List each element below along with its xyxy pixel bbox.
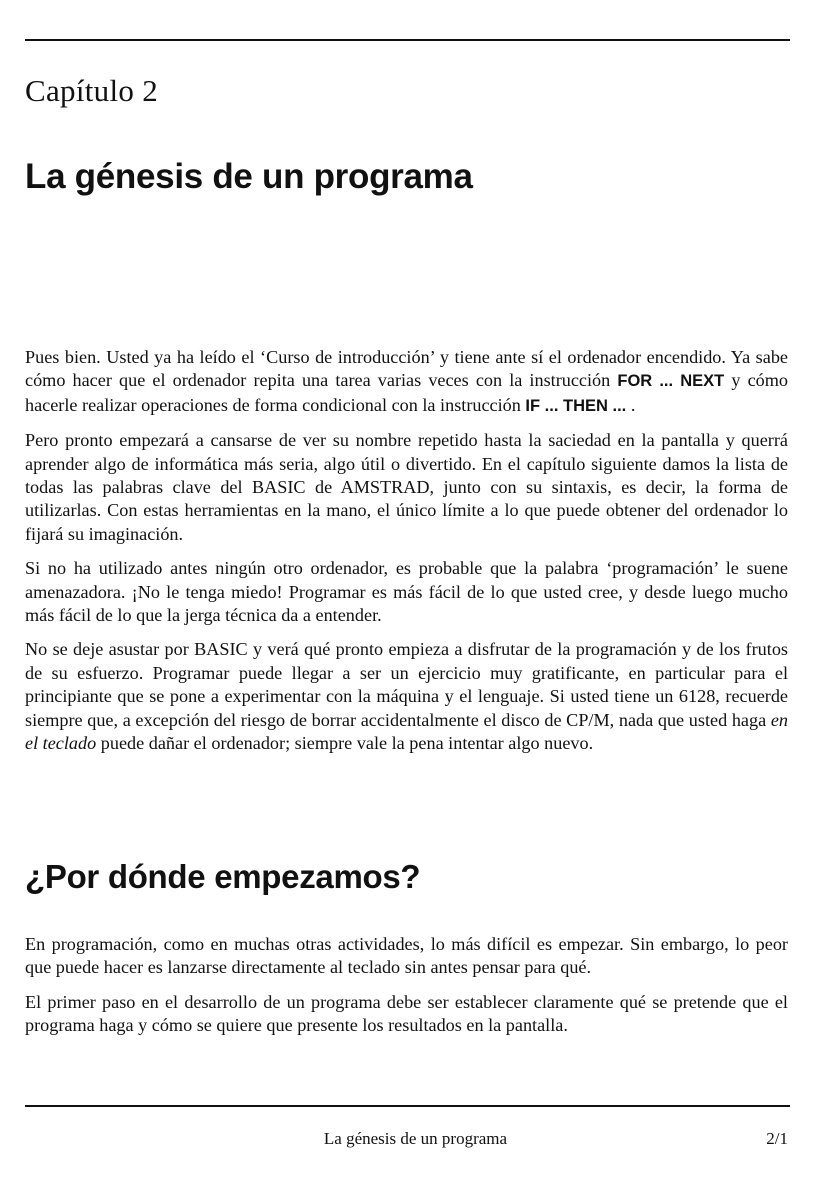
intro-text (25, 346, 788, 767)
keyword-for-next: FOR ... NEXT (617, 372, 725, 391)
intro-p1-text-b: y cómo hacerle realizar operaciones de forma condicional con la instrucción (25, 370, 788, 415)
intro-p4-text-b: puede dañar el ordenador; siempre vale la pena intentar algo nuevo. (96, 733, 594, 754)
intro-paragraph-1 (25, 346, 788, 418)
footer-page-number: 2/1 (766, 1129, 788, 1148)
intro-p1-text-c: . (626, 394, 636, 415)
section-paragraph-2: El primer paso en el desarrollo de un programa debe ser establecer claramente qué se pretende que el programa haga y cómo se quiere que presente los resultados en la pantalla. (25, 991, 788, 1036)
intro-paragraph-2: Pero pronto empezará a cansarse de ver su nombre repetido hasta la saciedad en la pantalla y querrá aprender algo de informática más seria, algo útil o divertido. En el capítulo siguiente damos la lista de todas las palabras clave del BASIC de AMSTRAD, junto con su sintaxis, es decir, la forma de utilizarlas. Con estas herramientas en la mano, el único límite a lo que puede obtener del ordenador lo fijará su imaginación. (25, 430, 788, 544)
section-text (25, 933, 788, 1049)
intro-paragraph-3: Si no ha utilizado antes ningún otro ordenador, es probable que la palabra ‘programación’ le suene amenazadora. ¡No le tenga miedo! Programar es más fácil de lo que usted cree, y desde luego mucho más fácil de lo que la jerga técnica da a entender. (25, 558, 788, 626)
chapter-label: Capítulo 2 (25, 73, 159, 108)
intro-paragraph-4 (25, 638, 788, 755)
section-paragraph-1: En programación, como en muchas otras actividades, lo más difícil es empezar. Sin embargo, lo peor que puede hacer es lanzarse directamente al teclado sin antes pensar para qué. (25, 934, 788, 978)
intro-p1-text-a: Pues bien. Usted ya ha leído el ‘Curso de introducción’ y tiene ante sí el ordenador encendido. Ya sabe cómo hacer que el ordenador repita una tarea varias veces con la instrucción (25, 347, 788, 391)
keyword-if-then: IF ... THEN ... (525, 396, 627, 415)
section-title: ¿Por dónde empezamos? (25, 858, 421, 895)
top-rule (25, 39, 790, 41)
footer-running-title: La génesis de un programa (323, 1129, 508, 1148)
italic-emphasis: en el teclado (25, 709, 788, 754)
intro-p4-text-a: No se deje asustar por BASIC y verá qué pronto empieza a disfrutar de la programación y de los frutos de su esfuerzo. Programar puede llegar a ser un ejercicio muy gratificante, en particular para el principiante que se pone a experimentar con la máquina y el lenguaje. Si usted tiene un 6128, recuerde siempre que, a excepción del riesgo de borrar accidentalmente el disco de CP/M, nada que usted haga (25, 639, 788, 730)
chapter-title: La génesis de un programa (25, 157, 473, 196)
bottom-rule (25, 1105, 790, 1107)
